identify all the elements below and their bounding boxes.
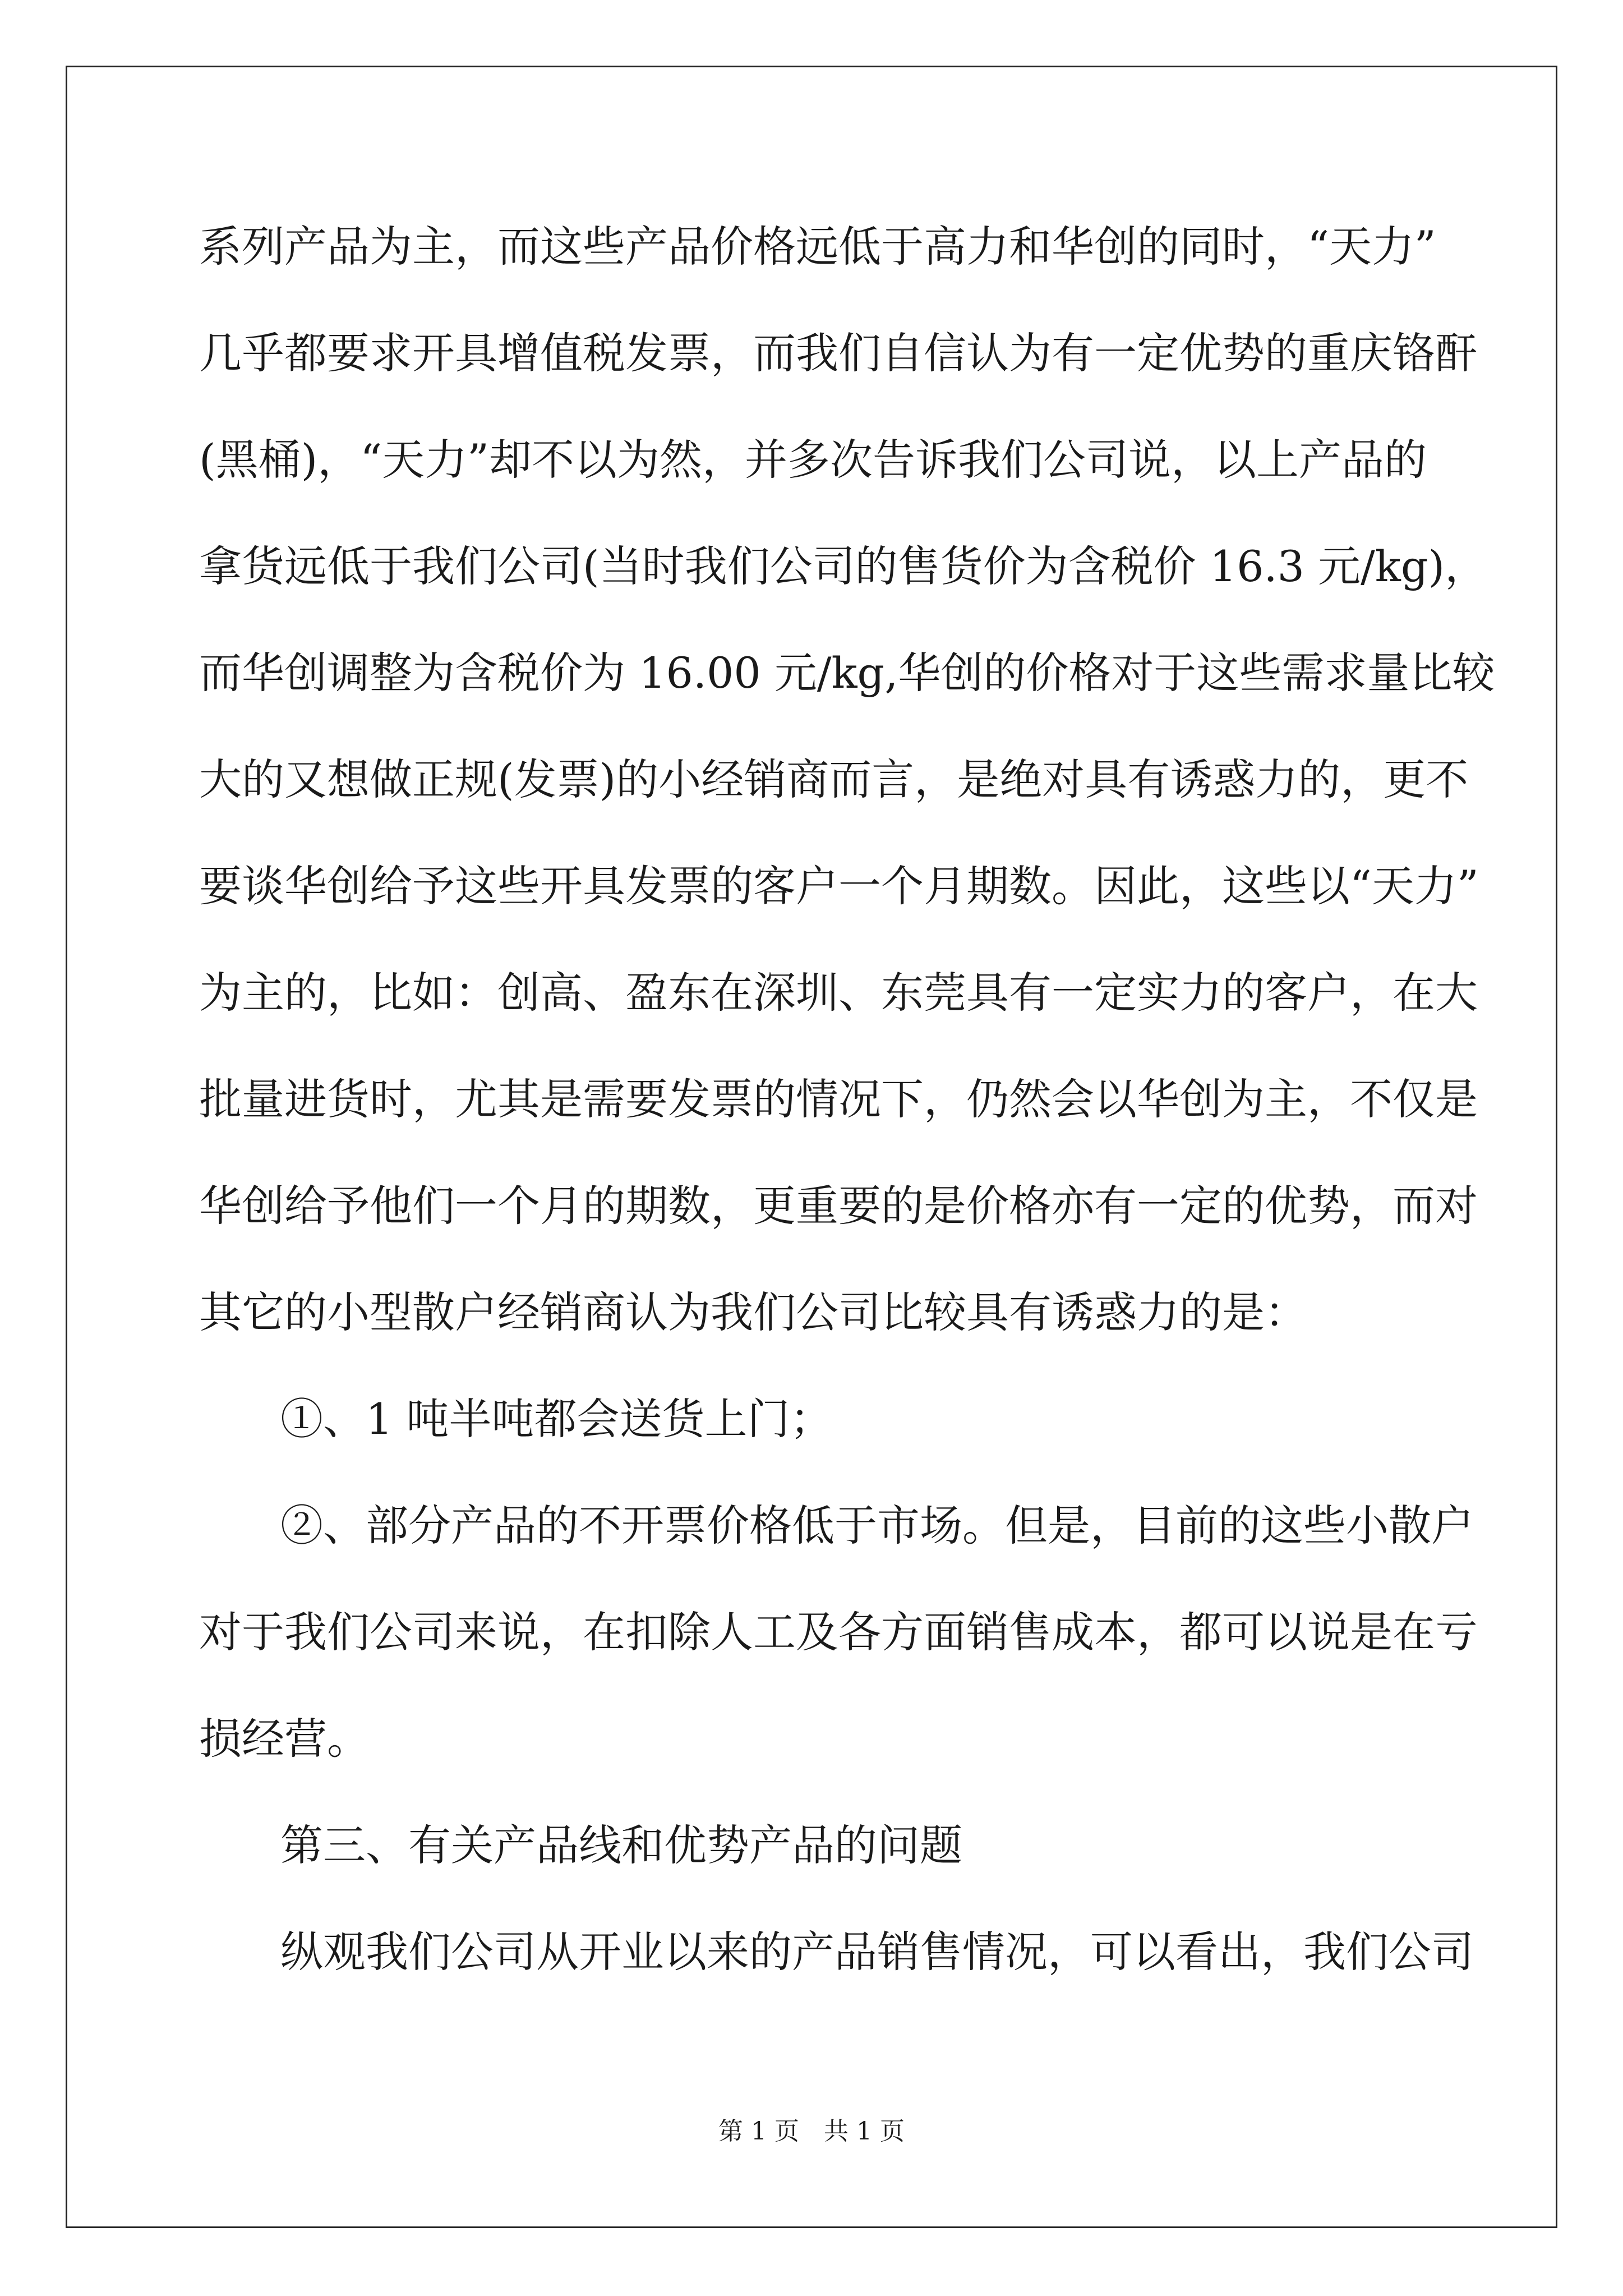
paragraph-line: 大的又想做正规(发票)的小经销商而言，是绝对具有诱惑力的，更不: [199, 754, 1469, 804]
paragraph-line: 损经营。: [199, 1714, 370, 1764]
section-heading: 第三、有关产品线和优势产品的问题: [280, 1820, 962, 1870]
paragraph-line: 为主的，比如：创高、盈东在深圳、东莞具有一定实力的客户，在大: [199, 968, 1478, 1018]
list-item: ①、1 吨半吨都会送货上门；: [280, 1394, 833, 1444]
page-border: [66, 66, 1557, 2228]
paragraph-line: 而华创调整为含税价为 16.00 元/kg,华创的价格对于这些需求量比较: [199, 648, 1495, 698]
paragraph-line: 几乎都要求开具增值税发票，而我们自信认为有一定优势的重庆铬酐: [199, 328, 1478, 378]
list-item: ②、部分产品的不开票价格低于市场。但是，目前的这些小散户: [280, 1501, 1474, 1550]
paragraph-line: 对于我们公司来说，在扣除人工及各方面销售成本，都可以说是在亏: [199, 1607, 1478, 1657]
paragraph-line: 要谈华创给予这些开具发票的客户一个月期数。因此，这些以“天力”: [199, 861, 1479, 911]
paragraph-line: 拿货远低于我们公司(当时我们公司的售货价为含税价 16.3 元/kg)，: [199, 541, 1488, 591]
paragraph-line: 华创给予他们一个月的期数，更重要的是价格亦有一定的优势，而对: [199, 1181, 1478, 1231]
paragraph-line: 批量进货时，尤其是需要发票的情况下，仍然会以华创为主，不仅是: [199, 1074, 1478, 1124]
paragraph-line: 其它的小型散户经销商认为我们公司比较具有诱惑力的是：: [199, 1287, 1307, 1337]
paragraph-line: 系列产品为主，而这些产品价格远低于高力和华创的同时，“天力”: [199, 222, 1436, 272]
paragraph-line: (黑桶)，“天力”却不以为然，并多次告诉我们公司说，以上产品的: [199, 435, 1427, 485]
page-number-footer: 第 1 页 共 1 页: [718, 2117, 905, 2146]
paragraph-line: 纵观我们公司从开业以来的产品销售情况，可以看出，我们公司: [280, 1927, 1474, 1977]
